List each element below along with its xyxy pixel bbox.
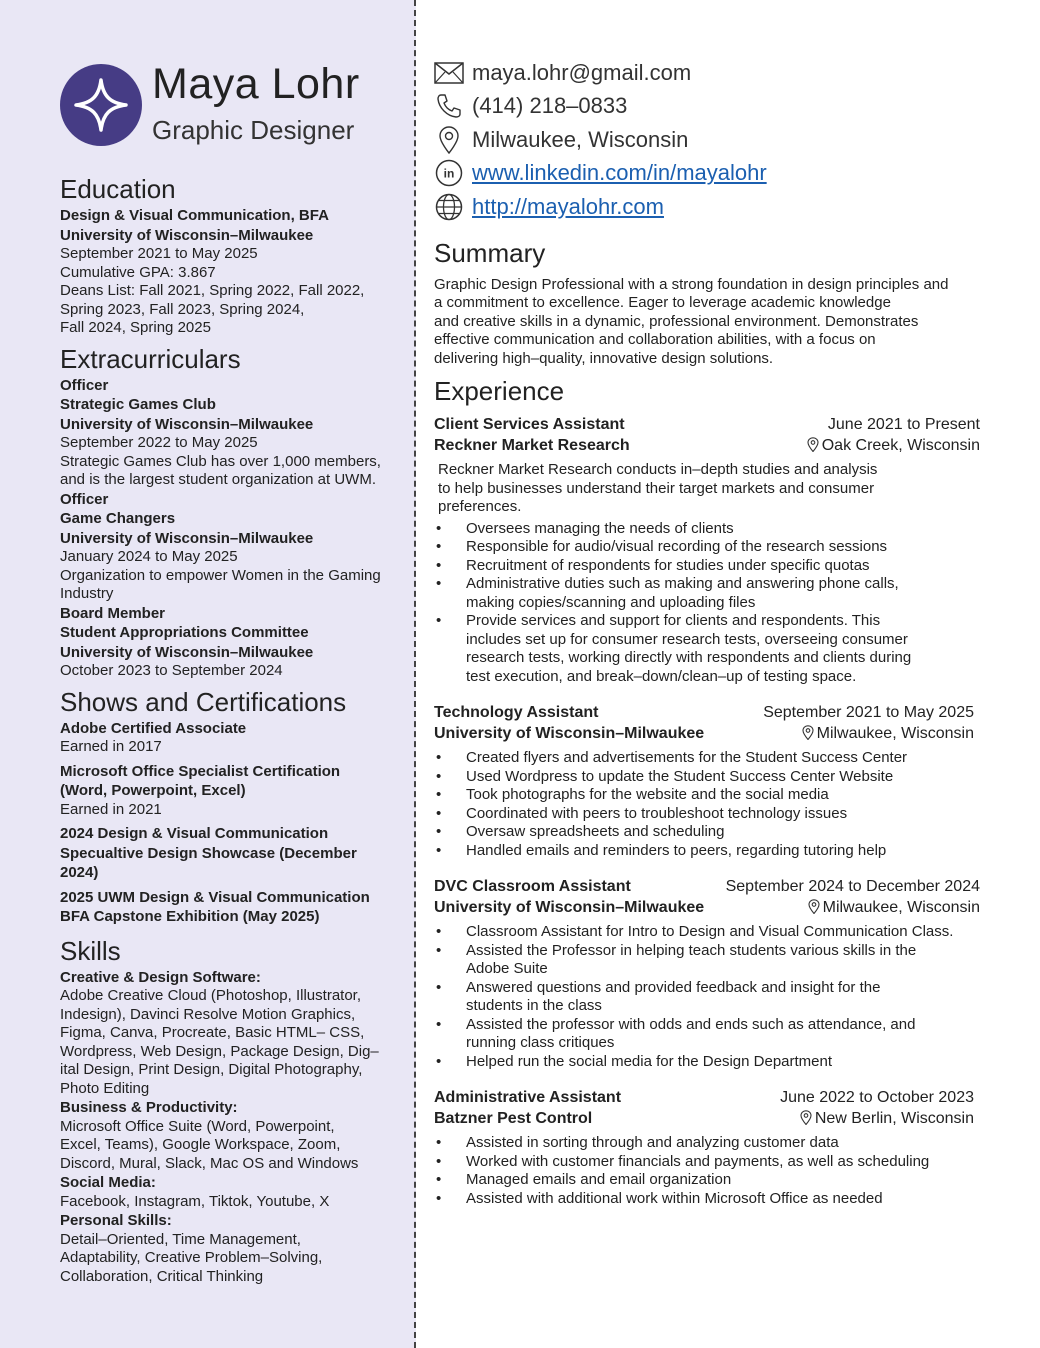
phone-icon	[434, 91, 464, 121]
deans-list-line: Fall 2024, Spring 2025	[60, 319, 211, 336]
extracurricular-org: Strategic Games Club	[60, 396, 216, 413]
job-bullet-line: • Administrative duties such as making and answering phone calls,	[466, 575, 899, 592]
job-title: Administrative Assistant	[434, 1089, 622, 1106]
extracurricular-org: Student Appropriations Committee	[60, 624, 309, 641]
job-company-row	[434, 435, 980, 458]
certification-name: 2024 Design & Visual Communication	[60, 825, 329, 842]
job-description: to help businesses understand their target markets and consumer	[438, 479, 875, 497]
skill-line: ital Design, Print Design, Digital Photography,	[60, 1061, 363, 1078]
job-location: Oak Creek, Wisconsin	[821, 437, 980, 454]
extracurricular-dates: January 2024 to May 2025	[60, 548, 238, 565]
education-degree: Design & Visual Communication, BFA	[60, 207, 329, 224]
job-bullet	[434, 1190, 974, 1209]
job-bullet	[434, 557, 980, 576]
candidate-name: Maya Lohr	[152, 60, 360, 108]
job-location-wrap	[808, 897, 980, 920]
deans-list-line: Spring 2023, Fall 2023, Spring 2024,	[60, 300, 305, 318]
job-bullet	[434, 923, 980, 942]
certification-name: Specualtive Design Showcase (December	[60, 844, 357, 862]
certification-name: 2025 UWM Design & Visual Communication	[60, 888, 370, 906]
job-bullet-line: • Used Wordpress to update the Student Success Center Website	[466, 767, 894, 785]
job-dates: June 2022 to October 2023	[780, 1089, 974, 1106]
job-bullet	[434, 575, 980, 612]
envelope-icon	[434, 58, 464, 88]
contact-text: maya.lohr@gmail.com	[472, 59, 692, 85]
location-pin-icon	[808, 899, 820, 920]
job-bullet-line: test execution, and break–down/clean–up of testing space.	[466, 667, 857, 685]
skill-line: Adobe Creative Cloud (Photoshop, Illustrator,	[60, 987, 362, 1004]
summary-heading: Summary	[434, 237, 546, 268]
job-bullet	[434, 842, 974, 861]
contact-row	[434, 157, 994, 191]
skill-line: Discord, Mural, Slack, Mac OS and Windows	[60, 1154, 359, 1172]
job-company: University of Wisconsin–Milwaukee	[434, 899, 705, 916]
job-dates: September 2021 to May 2025	[763, 704, 974, 721]
job-description: Reckner Market Research conducts in–depth studies and analysis	[438, 461, 878, 478]
job-bullet-line: • Assisted the Professor in helping teach students various skills in the	[466, 941, 917, 959]
skill-line: Detail–Oriented, Time Management,	[60, 1230, 301, 1248]
job-location: New Berlin, Wisconsin	[814, 1110, 974, 1127]
skill-group-label: Creative & Design Software:	[60, 968, 261, 986]
svg-text:in: in	[443, 166, 455, 181]
extracurricular-school: University of Wisconsin–Milwaukee	[60, 415, 314, 433]
summary-line: effective communication and collaboration abilities, with a focus on	[434, 331, 876, 348]
job-location: Milwaukee, Wisconsin	[822, 899, 980, 916]
job-location-wrap	[807, 435, 980, 458]
job-bullet-line: • Handled emails and reminders to peers, regarding tutoring help	[466, 841, 887, 859]
contact-row	[434, 190, 994, 224]
job-bullet-line: • Managed emails and email organization	[466, 1171, 732, 1188]
deans-list-line: Deans List: Fall 2021, Spring 2022, Fall 2022,	[60, 282, 365, 299]
certification-name: (Word, Powerpoint, Excel)	[60, 782, 246, 799]
job-bullet	[434, 1134, 974, 1153]
job-bullet-line: • Provide services and support for clients and respondents. This	[466, 612, 881, 629]
job-bullet-line: • Coordinated with peers to troubleshoot technology issues	[466, 804, 848, 822]
right-column	[434, 56, 994, 1224]
extracurricular-dates: October 2023 to September 2024	[60, 662, 283, 679]
job-bullet-line: includes set up for consumer research tests, overseeing consumer	[466, 630, 908, 648]
job-bullet	[434, 749, 974, 768]
skill-group-label: Social Media:	[60, 1174, 156, 1191]
job-dates: June 2021 to Present	[827, 416, 980, 433]
job-bullet-line: • Helped run the social media for the Design Department	[466, 1052, 833, 1070]
job-bullet	[434, 942, 980, 979]
summary-line: and creative skills in a dynamic, professional environment. Demonstrates	[434, 312, 919, 330]
skill-line: Adaptability, Creative Problem–Solving,	[60, 1249, 323, 1266]
job-bullet	[434, 538, 980, 557]
star-logo-icon	[60, 64, 142, 146]
education-school: University of Wisconsin–Milwaukee	[60, 226, 314, 244]
job-company-row	[434, 1108, 974, 1131]
certification-name: Adobe Certified Associate	[60, 719, 247, 737]
contact-text: Milwaukee, Wisconsin	[472, 126, 689, 152]
certification-note: Earned in 2017	[60, 738, 162, 755]
job-title: DVC Classroom Assistant	[434, 878, 631, 895]
job-dates: September 2024 to December 2024	[725, 878, 980, 895]
job-bullet	[434, 1053, 980, 1072]
education-gpa: Cumulative GPA: 3.867	[60, 263, 216, 281]
job-header-row	[434, 876, 980, 897]
summary-line: Graphic Design Professional with a strong foundation in design principles and	[434, 275, 949, 293]
job-bullet-line: • Assisted in sorting through and analyzing customer data	[466, 1134, 839, 1151]
job-description: preferences.	[438, 498, 522, 515]
job-bullet-line: • Oversees managing the needs of clients	[466, 519, 734, 537]
skill-line: Indesign), Davinci Resolve Motion Graphics,	[60, 1005, 356, 1023]
certification-note: Earned in 2021	[60, 800, 162, 818]
job-bullet	[434, 768, 974, 787]
job-company-row	[434, 723, 974, 746]
skill-line: Excel, Teams), Google Workspace, Zoom,	[60, 1136, 341, 1153]
extracurricular-dates: September 2022 to May 2025	[60, 434, 258, 451]
skill-group-label: Personal Skills:	[60, 1212, 172, 1229]
extracurricular-org: Game Changers	[60, 510, 176, 527]
job-bullet-line: • Classroom Assistant for Intro to Design and Visual Communication Class.	[466, 923, 954, 940]
job-company: Reckner Market Research	[434, 437, 630, 454]
job-bullets	[434, 1134, 974, 1208]
education-dates: September 2021 to May 2025	[60, 245, 258, 262]
job-entry	[434, 414, 980, 686]
job-header-row	[434, 414, 980, 435]
job-bullets	[434, 749, 974, 860]
skill-line: Figma, Canva, Procreate, Basic HTML– CSS,	[60, 1024, 365, 1041]
job-company-row	[434, 897, 980, 920]
skill-line: Collaboration, Critical Thinking	[60, 1267, 264, 1285]
job-bullets	[434, 520, 980, 687]
job-bullet-line: research tests, working directly with respondents and clients during	[466, 649, 912, 666]
contact-row	[434, 56, 994, 90]
job-location: Milwaukee, Wisconsin	[816, 725, 974, 742]
skill-group-label: Business & Productivity:	[60, 1099, 238, 1116]
job-title: Client Services Assistant	[434, 416, 625, 433]
job-bullet-line: • Created flyers and advertisements for the Student Success Center	[466, 749, 908, 766]
job-bullet-line: making copies/scanning and uploading files	[466, 593, 756, 611]
job-bullet-line: students in the class	[466, 997, 602, 1014]
extracurricular-desc: Strategic Games Club has over 1,000 members,	[60, 452, 381, 470]
job-bullet	[434, 612, 980, 686]
job-entry	[434, 1087, 974, 1208]
job-bullet	[434, 1153, 974, 1172]
extracurricular-role: Officer	[60, 490, 109, 508]
job-bullet	[434, 520, 980, 539]
extracurricular-role: Officer	[60, 376, 109, 394]
job-bullet-line: • Assisted with additional work within Microsoft Office as needed	[466, 1189, 883, 1207]
contact-row	[434, 90, 994, 124]
contact-link[interactable]: www.linkedin.com/in/mayalohr	[472, 160, 767, 186]
job-location-wrap	[802, 723, 974, 746]
extracurricular-role: Board Member	[60, 604, 166, 622]
job-company: Batzner Pest Control	[434, 1110, 593, 1127]
certification-name: Microsoft Office Specialist Certification	[60, 762, 341, 780]
skill-line: Microsoft Office Suite (Word, Powerpoint,	[60, 1117, 335, 1135]
job-title: Technology Assistant	[434, 704, 599, 721]
job-bullet	[434, 823, 974, 842]
summary-line: delivering high–quality, innovative design solutions.	[434, 349, 774, 367]
location-pin-icon	[800, 1110, 812, 1131]
skill-line: Facebook, Instagram, Tiktok, Youtube, X	[60, 1192, 330, 1210]
job-bullet-line: • Responsible for audio/visual recording of the research sessions	[466, 538, 888, 555]
left-column	[60, 172, 405, 1286]
job-bullet-line: • Assisted the professor with odds and ends such as attendance, and	[466, 1015, 916, 1033]
experience-heading: Experience	[434, 376, 565, 406]
globe-icon	[434, 192, 464, 222]
location-pin-icon	[807, 437, 819, 458]
extracurricular-desc: Industry	[60, 585, 114, 602]
education-heading: Education	[60, 174, 176, 204]
job-bullet	[434, 786, 974, 805]
job-bullet-line: Adobe Suite	[466, 960, 548, 977]
summary-line: a commitment to excellence. Eager to leverage academic knowledge	[434, 294, 891, 311]
job-bullet	[434, 1016, 980, 1053]
job-bullet-line: • Oversaw spreadsheets and scheduling	[466, 823, 725, 840]
job-bullet-line: • Worked with customer financials and payments, as well as scheduling	[466, 1152, 930, 1170]
extracurricular-desc: Organization to empower Women in the Gaming	[60, 566, 381, 584]
job-bullet-line: • Answered questions and provided feedback and insight for the	[466, 978, 881, 996]
extracurricular-desc: and is the largest student organization at UWM.	[60, 471, 376, 488]
job-header-row	[434, 1087, 974, 1108]
job-header-row	[434, 702, 974, 723]
skill-line: Wordpress, Web Design, Package Design, Dig–	[60, 1042, 379, 1060]
extracurricular-school: University of Wisconsin–Milwaukee	[60, 529, 314, 547]
job-bullet-line: • Recruitment of respondents for studies under specific quotas	[466, 556, 870, 574]
job-bullet	[434, 979, 980, 1016]
extracurricular-school: University of Wisconsin–Milwaukee	[60, 643, 314, 661]
contact-text: (414) 218–0833	[472, 93, 628, 119]
location-pin-icon	[802, 725, 814, 746]
location-pin-icon	[434, 125, 464, 155]
job-bullet-line: running class critiques	[466, 1034, 615, 1051]
job-bullet	[434, 805, 974, 824]
extracurriculars-heading: Extracurriculars	[60, 343, 241, 374]
contact-link[interactable]: http://mayalohr.com	[472, 193, 664, 219]
job-entry	[434, 702, 974, 860]
job-location-wrap	[800, 1108, 974, 1131]
linkedin-icon	[434, 158, 464, 188]
contact-row	[434, 123, 994, 157]
certification-name: BFA Capstone Exhibition (May 2025)	[60, 908, 320, 925]
skills-heading: Skills	[60, 935, 121, 966]
job-company: University of Wisconsin–Milwaukee	[434, 725, 705, 742]
certification-name: 2024)	[60, 864, 99, 881]
candidate-role: Graphic Designer	[152, 115, 355, 145]
job-bullets	[434, 923, 980, 1071]
skill-line: Photo Editing	[60, 1079, 150, 1097]
certifications-heading: Shows and Certifications	[60, 686, 347, 717]
job-entry	[434, 876, 980, 1071]
job-bullet	[434, 1171, 974, 1190]
job-bullet-line: • Took photographs for the website and the social media	[466, 786, 829, 803]
